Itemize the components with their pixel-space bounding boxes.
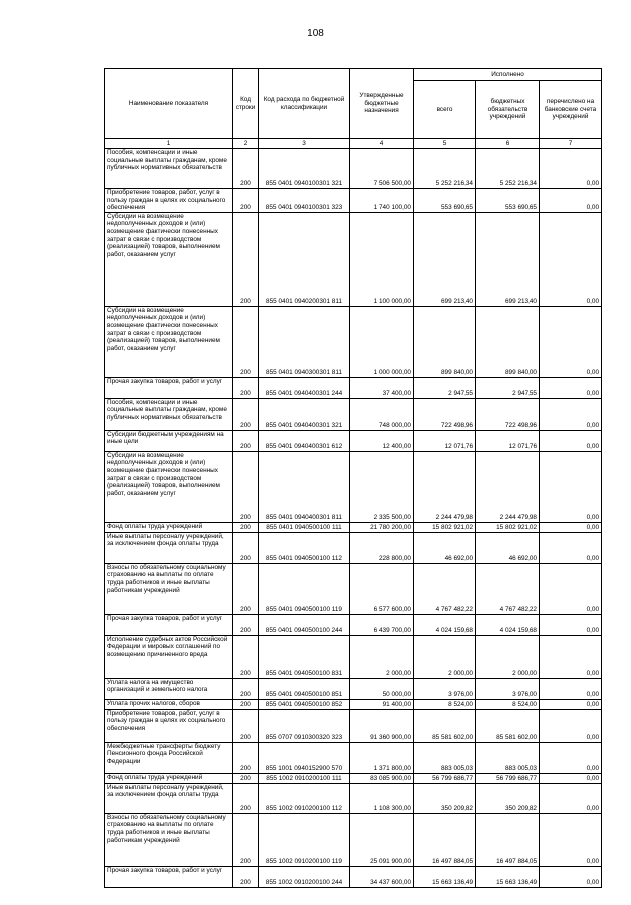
row-executed-total: 350 209,82 xyxy=(414,783,476,813)
row-expense-code: 855 0401 0940500100 112 xyxy=(259,532,350,563)
row-executed-total: 3 976,00 xyxy=(414,678,476,699)
row-executed-transferred: 0,00 xyxy=(540,678,602,699)
row-executed-transferred: 0,00 xyxy=(540,563,602,614)
row-approved-amount: 37 400,00 xyxy=(350,377,414,398)
row-approved-amount: 21 780 200,00 xyxy=(350,522,414,532)
row-line-code: 200 xyxy=(233,742,259,773)
header-line-code: Код строки xyxy=(233,69,259,139)
row-line-code: 200 xyxy=(233,699,259,709)
table-row xyxy=(105,614,602,635)
row-expense-code: 855 1002 0910200100 112 xyxy=(259,783,350,813)
row-executed-budget: 5 252 216,34 xyxy=(476,149,540,189)
row-executed-total: 722 498,96 xyxy=(414,398,476,430)
row-expense-code: 855 1002 0910200100 119 xyxy=(259,813,350,866)
row-executed-budget: 722 498,96 xyxy=(476,398,540,430)
row-line-code: 200 xyxy=(233,773,259,783)
row-line-code: 200 xyxy=(233,813,259,866)
row-approved-amount: 25 091 900,00 xyxy=(350,813,414,866)
row-expense-code: 855 0401 0940400301 244 xyxy=(259,377,350,398)
row-approved-amount: 34 437 600,00 xyxy=(350,866,414,887)
row-line-code: 200 xyxy=(233,451,259,522)
column-number: 1 xyxy=(105,139,233,149)
row-executed-budget: 350 209,82 xyxy=(476,783,540,813)
row-executed-budget: 883 005,03 xyxy=(476,742,540,773)
table-row xyxy=(105,678,602,699)
header-executed-transferred: перечислено на банковские счета учреждений xyxy=(540,81,602,139)
row-line-code: 200 xyxy=(233,783,259,813)
row-line-code: 200 xyxy=(233,635,259,678)
row-approved-amount: 2 335 500,00 xyxy=(350,451,414,522)
row-indicator-name: Субсидии бюджетным учреждениям на иные цели xyxy=(105,430,233,451)
row-expense-code: 855 0401 0940100301 323 xyxy=(259,189,350,213)
table-row xyxy=(105,709,602,742)
row-executed-transferred: 0,00 xyxy=(540,699,602,709)
table-row xyxy=(105,866,602,887)
row-executed-budget: 46 692,00 xyxy=(476,532,540,563)
row-indicator-name: Приобретение товаров, работ, услуг в пользу граждан в целях их социального обеспечения xyxy=(105,709,233,742)
row-executed-budget: 553 690,65 xyxy=(476,189,540,213)
row-executed-total: 46 692,00 xyxy=(414,532,476,563)
row-indicator-name: Уплата прочих налогов, сборов xyxy=(105,699,233,709)
row-line-code: 200 xyxy=(233,189,259,213)
row-executed-transferred: 0,00 xyxy=(540,149,602,189)
row-executed-budget: 4 767 482,22 xyxy=(476,563,540,614)
row-executed-total: 2 947,55 xyxy=(414,377,476,398)
table-row xyxy=(105,398,602,430)
row-indicator-name: Приобретение товаров, работ, услуг в пользу граждан в целях их социального обеспечения xyxy=(105,189,233,213)
row-executed-budget: 2 000,00 xyxy=(476,635,540,678)
row-executed-transferred: 0,00 xyxy=(540,212,602,306)
row-executed-budget: 3 976,00 xyxy=(476,678,540,699)
row-indicator-name: Субсидии на возмещение недополученных доходов и (или) возмещение фактически понесенных затрат в связи с производством (реализацией) товаров, выполнением работ, оказанием услуг xyxy=(105,306,233,377)
row-indicator-name: Субсидии на возмещение недополученных доходов и (или) возмещение фактически понесенных затрат в связи с производством (реализацией) товаров, выполнением работ, оказанием услуг xyxy=(105,451,233,522)
row-indicator-name: Прочая закупка товаров, работ и услуг xyxy=(105,377,233,398)
table-row xyxy=(105,451,602,522)
row-line-code: 200 xyxy=(233,532,259,563)
row-executed-budget: 699 213,40 xyxy=(476,212,540,306)
table-row xyxy=(105,377,602,398)
row-expense-code: 855 1001 0940152900 570 xyxy=(259,742,350,773)
row-executed-total: 899 840,00 xyxy=(414,306,476,377)
row-approved-amount: 1 108 300,00 xyxy=(350,783,414,813)
page-number: 108 xyxy=(307,28,324,39)
row-approved-amount: 7 506 500,00 xyxy=(350,149,414,189)
row-approved-amount: 748 000,00 xyxy=(350,398,414,430)
row-expense-code: 855 0401 0940500100 244 xyxy=(259,614,350,635)
row-line-code: 200 xyxy=(233,149,259,189)
row-executed-total: 883 005,03 xyxy=(414,742,476,773)
row-expense-code: 855 1002 0910200100 244 xyxy=(259,866,350,887)
row-line-code: 200 xyxy=(233,866,259,887)
row-line-code: 200 xyxy=(233,522,259,532)
table-row xyxy=(105,430,602,451)
row-indicator-name: Фонд оплаты труда учреждений xyxy=(105,522,233,532)
row-indicator-name: Субсидии на возмещение недополученных доходов и (или) возмещение фактически понесенных затрат в связи с производством (реализацией) товаров, выполнением работ, оказанием услуг xyxy=(105,212,233,306)
table-row xyxy=(105,149,602,189)
row-executed-budget: 12 071,76 xyxy=(476,430,540,451)
row-executed-budget: 899 840,00 xyxy=(476,306,540,377)
table-row xyxy=(105,563,602,614)
row-indicator-name: Межбюджетные трансферты бюджету Пенсионного фонда Российской Федерации xyxy=(105,742,233,773)
row-approved-amount: 83 085 900,00 xyxy=(350,773,414,783)
row-expense-code: 855 0401 0940400301 321 xyxy=(259,398,350,430)
table-row xyxy=(105,813,602,866)
row-expense-code: 855 0401 0940100301 321 xyxy=(259,149,350,189)
row-executed-transferred: 0,00 xyxy=(540,635,602,678)
table-row xyxy=(105,783,602,813)
row-executed-transferred: 0,00 xyxy=(540,451,602,522)
row-approved-amount: 2 000,00 xyxy=(350,635,414,678)
row-executed-total: 12 071,76 xyxy=(414,430,476,451)
row-line-code: 200 xyxy=(233,398,259,430)
row-executed-transferred: 0,00 xyxy=(540,522,602,532)
column-number: 4 xyxy=(350,139,414,149)
row-approved-amount: 6 577 600,00 xyxy=(350,563,414,614)
row-expense-code: 855 0707 0910300320 323 xyxy=(259,709,350,742)
row-executed-budget: 8 524,00 xyxy=(476,699,540,709)
row-indicator-name: Фонд оплаты труда учреждений xyxy=(105,773,233,783)
row-executed-budget: 2 244 479,98 xyxy=(476,451,540,522)
row-executed-transferred: 0,00 xyxy=(540,614,602,635)
row-expense-code: 855 0401 0940500100 831 xyxy=(259,635,350,678)
row-executed-total: 56 799 686,77 xyxy=(414,773,476,783)
row-executed-transferred: 0,00 xyxy=(540,189,602,213)
row-approved-amount: 50 000,00 xyxy=(350,678,414,699)
row-executed-total: 2 244 479,98 xyxy=(414,451,476,522)
row-approved-amount: 1 000 000,00 xyxy=(350,306,414,377)
column-number: 2 xyxy=(233,139,259,149)
column-number: 6 xyxy=(476,139,540,149)
table-row xyxy=(105,635,602,678)
row-executed-total: 553 690,65 xyxy=(414,189,476,213)
row-executed-transferred: 0,00 xyxy=(540,532,602,563)
row-executed-budget: 15 802 921,02 xyxy=(476,522,540,532)
row-executed-transferred: 0,00 xyxy=(540,783,602,813)
row-executed-total: 699 213,40 xyxy=(414,212,476,306)
row-approved-amount: 228 800,00 xyxy=(350,532,414,563)
row-executed-total: 5 252 216,34 xyxy=(414,149,476,189)
row-executed-budget: 16 497 884,05 xyxy=(476,813,540,866)
row-approved-amount: 1 371 800,00 xyxy=(350,742,414,773)
row-expense-code: 855 0401 0940500100 111 xyxy=(259,522,350,532)
row-indicator-name: Пособия, компенсации и иные социальные выплаты гражданам, кроме публичных нормативных обязательств xyxy=(105,398,233,430)
row-executed-transferred: 0,00 xyxy=(540,709,602,742)
table-row xyxy=(105,306,602,377)
row-approved-amount: 1 740 100,00 xyxy=(350,189,414,213)
column-number: 5 xyxy=(414,139,476,149)
row-executed-transferred: 0,00 xyxy=(540,306,602,377)
row-executed-total: 4 024 159,68 xyxy=(414,614,476,635)
row-indicator-name: Иные выплаты персоналу учреждений, за исключением фонда оплаты труда xyxy=(105,783,233,813)
row-indicator-name: Взносы по обязательному социальному страхованию на выплаты по оплате труда работников и иные выплаты работникам учреждений xyxy=(105,563,233,614)
row-approved-amount: 1 100 000,00 xyxy=(350,212,414,306)
row-indicator-name: Прочая закупка товаров, работ и услуг xyxy=(105,866,233,887)
row-executed-transferred: 0,00 xyxy=(540,866,602,887)
row-executed-total: 16 497 884,05 xyxy=(414,813,476,866)
table-row xyxy=(105,699,602,709)
row-line-code: 200 xyxy=(233,306,259,377)
row-approved-amount: 91 360 900,00 xyxy=(350,709,414,742)
row-indicator-name: Исполнение судебных актов Российской Федерации и мировых соглашений по возмещению причиненного вреда xyxy=(105,635,233,678)
row-approved-amount: 91 400,00 xyxy=(350,699,414,709)
row-executed-total: 85 581 602,00 xyxy=(414,709,476,742)
header-approved: Утвержденные бюджетные назначения xyxy=(350,69,414,139)
row-line-code: 200 xyxy=(233,377,259,398)
row-expense-code: 855 0401 0940500100 852 xyxy=(259,699,350,709)
row-line-code: 200 xyxy=(233,709,259,742)
header-executed-total: всего xyxy=(414,81,476,139)
row-line-code: 200 xyxy=(233,563,259,614)
row-executed-budget: 4 024 159,68 xyxy=(476,614,540,635)
row-executed-budget: 15 663 136,49 xyxy=(476,866,540,887)
column-number: 7 xyxy=(540,139,602,149)
row-expense-code: 855 0401 0940400301 612 xyxy=(259,430,350,451)
row-indicator-name: Иные выплаты персоналу учреждений, за исключением фонда оплаты труда xyxy=(105,532,233,563)
row-expense-code: 855 1002 0910200100 111 xyxy=(259,773,350,783)
row-executed-total: 15 802 921,02 xyxy=(414,522,476,532)
row-approved-amount: 6 439 700,00 xyxy=(350,614,414,635)
header-expense-code: Код расхода по бюджетной классификации xyxy=(259,69,350,139)
row-indicator-name: Прочая закупка товаров, работ и услуг xyxy=(105,614,233,635)
row-indicator-name: Пособия, компенсации и иные социальные выплаты гражданам, кроме публичных нормативных обязательств xyxy=(105,149,233,189)
row-executed-transferred: 0,00 xyxy=(540,773,602,783)
row-executed-total: 4 767 482,22 xyxy=(414,563,476,614)
table-row xyxy=(105,522,602,532)
row-expense-code: 855 0401 0940500100 851 xyxy=(259,678,350,699)
row-line-code: 200 xyxy=(233,212,259,306)
row-executed-transferred: 0,00 xyxy=(540,742,602,773)
row-executed-budget: 85 581 602,00 xyxy=(476,709,540,742)
header-indicator-name: Наименование показателя xyxy=(105,69,233,139)
row-expense-code: 855 0401 0940200301 811 xyxy=(259,212,350,306)
table-row xyxy=(105,532,602,563)
row-executed-transferred: 0,00 xyxy=(540,377,602,398)
row-executed-total: 2 000,00 xyxy=(414,635,476,678)
table-row xyxy=(105,189,602,213)
row-line-code: 200 xyxy=(233,678,259,699)
table-row xyxy=(105,742,602,773)
row-line-code: 200 xyxy=(233,430,259,451)
row-indicator-name: Взносы по обязательному социальному страхованию на выплаты по оплате труда работников и иные выплаты работникам учреждений xyxy=(105,813,233,866)
table-row xyxy=(105,773,602,783)
row-executed-transferred: 0,00 xyxy=(540,430,602,451)
row-executed-budget: 56 799 686,77 xyxy=(476,773,540,783)
row-executed-total: 8 524,00 xyxy=(414,699,476,709)
header-executed-budget: бюджетных обязательств учреждений xyxy=(476,81,540,139)
budget-execution-table xyxy=(104,68,602,888)
row-executed-total: 15 663 136,49 xyxy=(414,866,476,887)
row-indicator-name: Уплата налога на имущество организаций и земельного налога xyxy=(105,678,233,699)
row-line-code: 200 xyxy=(233,614,259,635)
row-executed-budget: 2 947,55 xyxy=(476,377,540,398)
row-expense-code: 855 0401 0940500100 119 xyxy=(259,563,350,614)
row-approved-amount: 12 400,00 xyxy=(350,430,414,451)
row-executed-transferred: 0,00 xyxy=(540,813,602,866)
row-executed-transferred: 0,00 xyxy=(540,398,602,430)
row-expense-code: 855 0401 0940300301 811 xyxy=(259,306,350,377)
header-executed: Исполнено xyxy=(414,69,602,81)
column-number-row xyxy=(105,139,602,149)
table-row xyxy=(105,212,602,306)
row-expense-code: 855 0401 0940400301 811 xyxy=(259,451,350,522)
column-number: 3 xyxy=(259,139,350,149)
